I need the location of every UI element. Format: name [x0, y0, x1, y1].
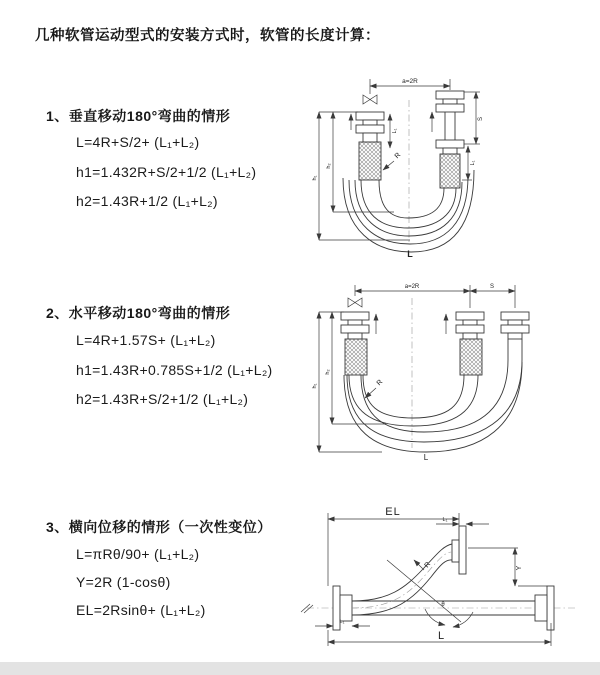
dim-label-l1-bottom: L₁ [339, 619, 345, 625]
braided-hose-section [440, 154, 460, 188]
formula-1-L: L=4R+S/2+ (L₁+L₂) [76, 134, 200, 150]
formula-3-L: L=πRθ/90+ (L₁+L₂) [76, 546, 200, 562]
dim-label-length: L [407, 249, 413, 259]
dim-label-l1-top: L₁ [442, 517, 448, 523]
diagram-vertical-move-180 [306, 66, 558, 260]
dim-label-h2: h₂ [325, 369, 331, 375]
valve-icon [363, 95, 377, 104]
dim-fitting-left [390, 114, 398, 148]
diagram-horizontal-move-180 [306, 276, 564, 466]
section-1-heading: 1、垂直移动180°弯曲的情形 [46, 108, 231, 124]
flange-top-right [452, 526, 466, 574]
fitting-middle [456, 312, 484, 375]
formula-2-h1: h1=1.43R+0.785S+1/2 (L₁+L₂) [76, 362, 273, 378]
dim-label-s: S [489, 284, 495, 290]
fitting-right-moved [501, 312, 529, 360]
dim-label-a2r: a=2R [404, 284, 420, 290]
dim-label-h2: h₂ [326, 163, 332, 169]
fitting-right-upper [436, 91, 464, 140]
dim-length [328, 623, 551, 646]
dim-label-s: S [478, 116, 484, 122]
dim-label-l1-right: L₁ [470, 160, 476, 166]
hose-s-curve [352, 544, 452, 615]
dim-label-a2r: a=2R [402, 78, 418, 85]
formula-3-EL: EL=2Rsinθ+ (L₁+L₂) [76, 602, 206, 618]
dim-label-y: Y [516, 565, 523, 571]
radius-callout [365, 379, 384, 398]
formula-2-h2: h2=1.43R+S/2+1/2 (L₁+L₂) [76, 391, 249, 407]
section-2-heading: 2、水平移动180°弯曲的情形 [46, 305, 231, 321]
diagram-lateral-displacement [291, 496, 599, 658]
section-3-heading: 3、横向位移的情形（一次性变位） [46, 519, 272, 535]
formula-1-h1: h1=1.432R+S/2+1/2 (L₁+L₂) [76, 164, 257, 180]
dim-label-r: R [375, 378, 385, 388]
scan-edge-strip [0, 662, 600, 675]
braided-hose-section [345, 339, 367, 375]
hose-curves [344, 360, 522, 452]
dim-label-length: L [437, 630, 445, 642]
dim-label-h1: h₁ [312, 175, 318, 181]
formula-2-L: L=4R+1.57S+ (L₁+L₂) [76, 332, 216, 348]
dim-label-theta: θ [441, 602, 445, 608]
fitting-left [341, 312, 369, 375]
dim-offset-y [468, 548, 547, 586]
dim-span [355, 284, 515, 308]
braided-hose-section [460, 339, 482, 375]
dim-label-h1: h₁ [312, 383, 318, 389]
fitting-right-lower [436, 140, 464, 188]
dim-label-l1-left: L₁ [392, 128, 398, 134]
formula-3-Y: Y=2R (1-cosθ) [76, 574, 171, 590]
dim-label-r: R [423, 560, 433, 570]
dim-el [328, 506, 459, 586]
page-title: 几种软管运动型式的安装方式时，软管的长度计算： [35, 28, 380, 44]
dim-stroke-S [464, 92, 484, 144]
dim-label-length: L [423, 453, 429, 462]
valve-icon [348, 298, 362, 307]
dim-label-el: EL [385, 506, 401, 518]
radius-callout [383, 152, 402, 170]
dim-fitting-bottom [315, 619, 370, 626]
fitting-left [356, 112, 384, 180]
formula-1-h2: h2=1.43R+1/2 (L₁+L₂) [76, 193, 218, 209]
centerline-break-symbol [301, 604, 313, 613]
braided-hose-section [359, 142, 381, 180]
dim-fitting-top [436, 517, 489, 524]
dim-label-r: R [393, 151, 403, 161]
